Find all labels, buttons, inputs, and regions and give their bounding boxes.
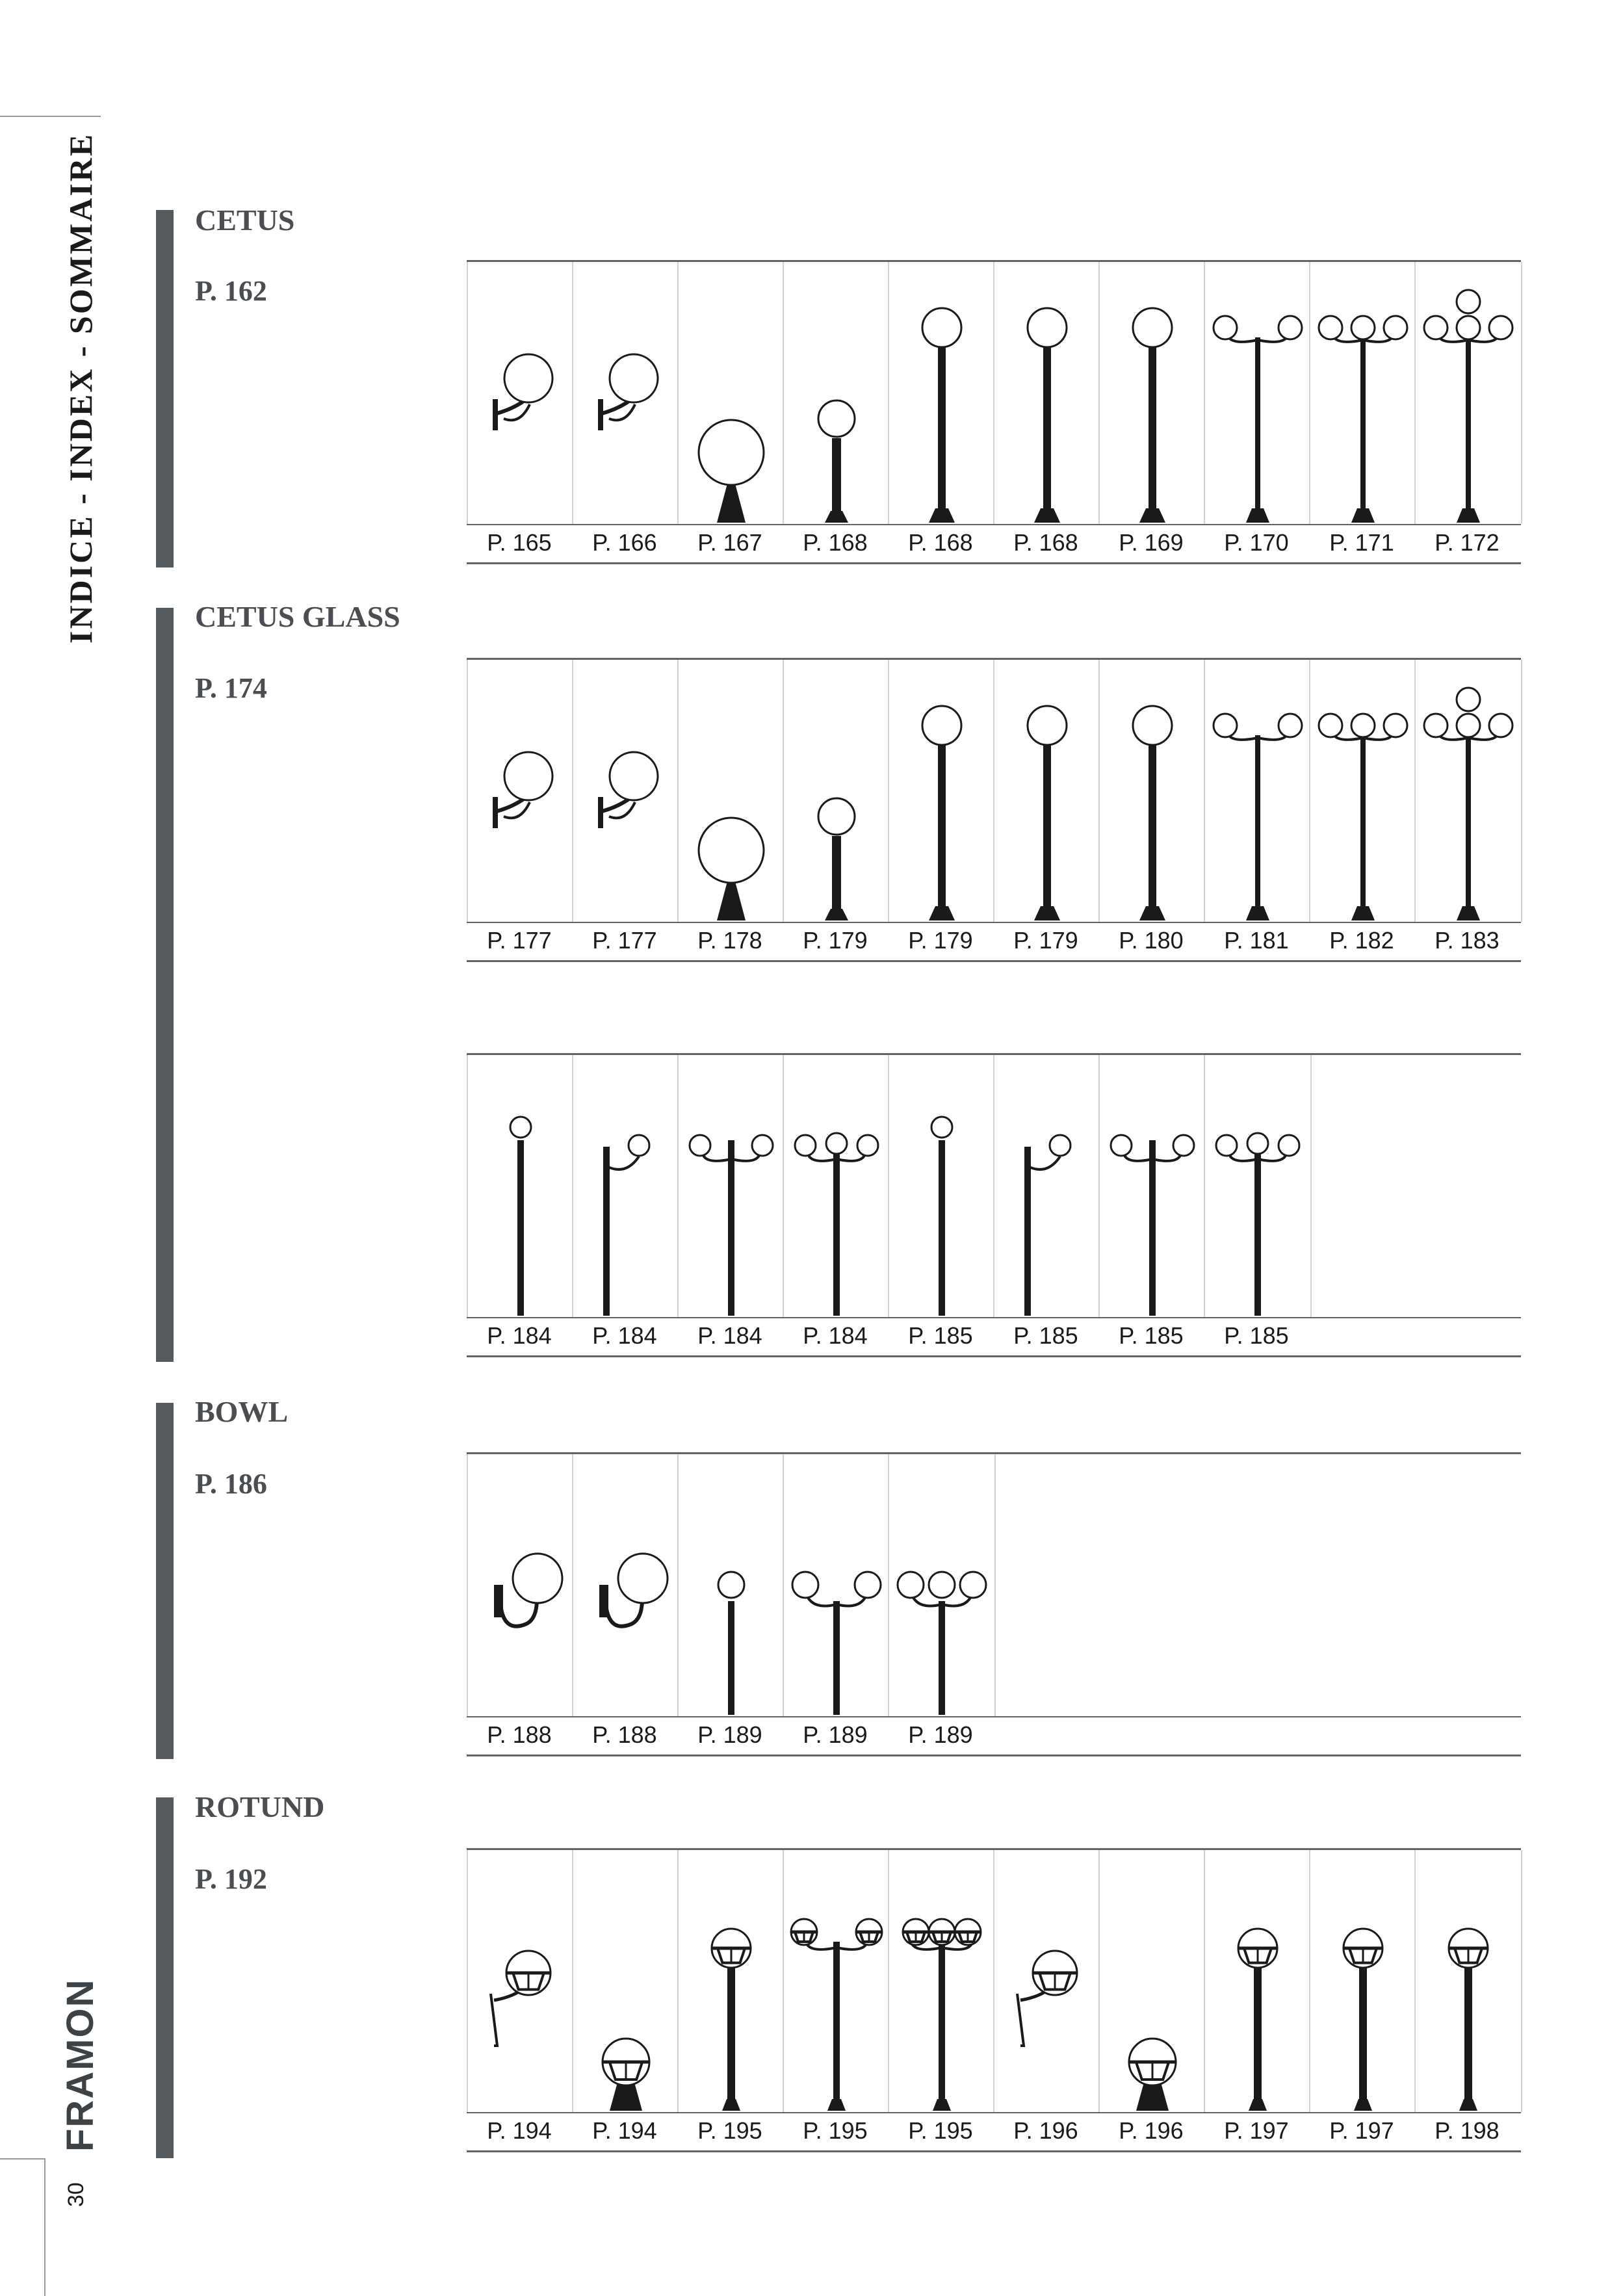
product-cell — [1098, 660, 1205, 922]
product-cell — [888, 1454, 996, 1716]
product-cell — [467, 1055, 573, 1317]
product-cell — [1204, 660, 1310, 922]
grid-bottom-line — [467, 960, 1521, 962]
product-cell — [1098, 1055, 1205, 1317]
product-cell — [1414, 660, 1522, 922]
wall-globe-lamp-icon — [468, 262, 573, 523]
product-cell — [783, 1055, 889, 1317]
three-globe-bowl-lamp-icon — [889, 1454, 994, 1715]
product-cell — [783, 660, 889, 922]
page-reference-label: P. 189 — [803, 1721, 868, 1748]
post-globe-lamp-icon — [1100, 660, 1205, 920]
section-bar-rotund — [156, 1797, 174, 2158]
page-reference-label: P. 168 — [803, 529, 868, 556]
product-cell — [888, 262, 994, 524]
section-bar-cetus — [156, 210, 174, 567]
product-cell — [888, 1055, 994, 1317]
post-cage-lamp-icon — [1205, 1850, 1310, 2111]
product-cell — [888, 660, 994, 922]
product-cell — [572, 1055, 679, 1317]
product-cell — [1309, 660, 1416, 922]
section-title: BOWL — [195, 1395, 289, 1428]
two-arm-globe-lamp-icon — [1205, 660, 1310, 920]
page-number-divider — [44, 2158, 45, 2296]
product-cell — [572, 262, 679, 524]
section-page: P. 174 — [195, 672, 267, 704]
product-cell — [467, 1850, 573, 2112]
product-cell — [677, 1454, 784, 1716]
grid-divider-line — [467, 2112, 1521, 2113]
page-reference-label: P. 167 — [697, 529, 762, 556]
slim-post-globe-icon — [889, 1055, 994, 1316]
page-reference-label: P. 194 — [487, 2117, 552, 2144]
page-number: 30 — [64, 2182, 88, 2207]
product-cell — [783, 1454, 889, 1716]
page-reference-label: P. 185 — [1224, 1322, 1289, 1349]
page-reference-label: P. 182 — [1329, 927, 1394, 954]
section-title: CETUS GLASS — [195, 600, 400, 633]
product-cell — [467, 262, 573, 524]
wall-bowl-lamp-icon — [573, 1454, 679, 1715]
section-title: CETUS — [195, 203, 295, 237]
pedestal-cage-lamp-icon — [573, 1850, 679, 2111]
page-reference-label: P. 184 — [697, 1322, 762, 1349]
page-reference-label: P. 195 — [908, 2117, 973, 2144]
slim-post-globe-icon — [468, 1055, 573, 1316]
page-reference-label: P. 189 — [697, 1721, 762, 1748]
product-cell — [1204, 1055, 1312, 1317]
page-reference-label: P. 165 — [487, 529, 552, 556]
product-cell — [1414, 1850, 1522, 2112]
product-cell — [572, 1454, 679, 1716]
grid-divider-line — [467, 1716, 1521, 1717]
four-globe-lamp-icon — [1416, 660, 1521, 920]
product-cell — [993, 1055, 1100, 1317]
page-reference-label: P. 185 — [1013, 1322, 1078, 1349]
page-reference-label: P. 196 — [1119, 2117, 1184, 2144]
section-page: P. 192 — [195, 1863, 267, 1895]
three-cage-lamp-icon — [889, 1850, 994, 2111]
grid-divider-line — [467, 524, 1521, 525]
product-grid-bowl — [467, 1452, 1521, 1760]
section-page: P. 186 — [195, 1468, 267, 1500]
grid-bottom-line — [467, 562, 1521, 564]
page-reference-label: P. 168 — [908, 529, 973, 556]
page-reference-label: P. 179 — [803, 927, 868, 954]
page-reference-label: P. 172 — [1435, 529, 1500, 556]
post-cage-lamp-icon — [679, 1850, 784, 2111]
wall-cage-lamp-icon — [994, 1850, 1100, 2111]
grid-bottom-line — [467, 1355, 1521, 1357]
post-globe-lamp-icon — [994, 262, 1100, 523]
side-title: INDICE - INDEX - SOMMAIRE — [62, 132, 99, 644]
product-grid-rotund — [467, 1848, 1521, 2156]
three-globe-lamp-icon — [1310, 660, 1416, 920]
page-reference-label: P. 195 — [803, 2117, 868, 2144]
page-reference-label: P. 195 — [697, 2117, 762, 2144]
page-reference-label: P. 197 — [1224, 2117, 1289, 2144]
wall-globe-lamp-icon — [573, 660, 679, 920]
post-cage-lamp-icon — [1310, 1850, 1416, 2111]
slim-post-side-arm-icon — [994, 1055, 1100, 1316]
wall-bowl-lamp-icon — [468, 1454, 573, 1715]
pedestal-cage-lamp-icon — [1100, 1850, 1205, 2111]
product-cell — [677, 262, 784, 524]
page-reference-label: P. 189 — [908, 1721, 973, 1748]
page-reference-label: P. 179 — [1013, 927, 1078, 954]
post-globe-lamp-icon — [889, 262, 994, 523]
page-reference-label: P. 184 — [487, 1322, 552, 1349]
product-cell — [572, 660, 679, 922]
product-cell — [1098, 262, 1205, 524]
page-reference-label: P. 178 — [697, 927, 762, 954]
product-cell — [1098, 1850, 1205, 2112]
grid-bottom-line — [467, 2150, 1521, 2152]
product-cell — [783, 1850, 889, 2112]
product-cell — [1309, 262, 1416, 524]
two-arm-cage-lamp-icon — [784, 1850, 889, 2111]
page-reference-label: P. 184 — [803, 1322, 868, 1349]
page-reference-label: P. 185 — [1119, 1322, 1184, 1349]
slim-post-three-globe-icon — [784, 1055, 889, 1316]
page-reference-label: P. 198 — [1435, 2117, 1500, 2144]
product-cell — [1204, 1850, 1310, 2112]
brand-logo: FRAMON — [59, 1978, 101, 2152]
product-cell — [993, 1850, 1100, 2112]
grid-divider-line — [467, 922, 1521, 923]
page-reference-label: P. 179 — [908, 927, 973, 954]
page-number-rule — [0, 2158, 45, 2159]
product-cell — [1204, 262, 1310, 524]
page-reference-label: P. 180 — [1119, 927, 1184, 954]
page-reference-label: P. 181 — [1224, 927, 1289, 954]
page-reference-label: P. 188 — [487, 1721, 552, 1748]
product-cell — [993, 262, 1100, 524]
page-reference-label: P. 184 — [592, 1322, 657, 1349]
product-grid-cetus — [467, 260, 1521, 567]
three-globe-lamp-icon — [1310, 262, 1416, 523]
post-globe-lamp-icon — [889, 660, 994, 920]
post-globe-lamp-icon — [1100, 262, 1205, 523]
product-cell — [467, 660, 573, 922]
two-arm-globe-lamp-icon — [1205, 262, 1310, 523]
slim-post-two-arm-icon — [1100, 1055, 1205, 1316]
section-bar-cetus-glass — [156, 608, 174, 1362]
product-cell — [783, 262, 889, 524]
wall-cage-lamp-icon — [468, 1850, 573, 2111]
wall-globe-lamp-icon — [573, 262, 679, 523]
pedestal-globe-lamp-icon — [679, 262, 784, 523]
product-cell — [1309, 1850, 1416, 2112]
slim-post-side-arm-icon — [573, 1055, 679, 1316]
product-cell — [677, 1055, 784, 1317]
page-reference-label: P. 188 — [592, 1721, 657, 1748]
page-reference-label: P. 183 — [1435, 927, 1500, 954]
product-cell — [677, 1850, 784, 2112]
wall-globe-lamp-icon — [468, 660, 573, 920]
grid-divider-line — [467, 1317, 1521, 1318]
page-reference-label: P. 196 — [1013, 2117, 1078, 2144]
page-reference-label: P. 197 — [1329, 2117, 1394, 2144]
four-globe-lamp-icon — [1416, 262, 1521, 523]
post-globe-lamp-icon — [994, 660, 1100, 920]
page-reference-label: P. 177 — [592, 927, 657, 954]
product-cell — [993, 660, 1100, 922]
page-reference-label: P. 170 — [1224, 529, 1289, 556]
grid-bottom-line — [467, 1755, 1521, 1756]
page-reference-label: P. 185 — [908, 1322, 973, 1349]
page-reference-label: P. 168 — [1013, 529, 1078, 556]
pedestal-globe-lamp-icon — [679, 660, 784, 920]
page-reference-label: P. 177 — [487, 927, 552, 954]
page-reference-label: P. 169 — [1119, 529, 1184, 556]
two-arm-bowl-lamp-icon — [784, 1454, 889, 1715]
product-cell — [888, 1850, 994, 2112]
post-cage-lamp-icon — [1416, 1850, 1521, 2111]
page-reference-label: P. 166 — [592, 529, 657, 556]
product-grid-cetus-glass — [467, 658, 1521, 965]
page-reference-label: P. 194 — [592, 2117, 657, 2144]
section-title: ROTUND — [195, 1790, 325, 1823]
product-cell — [467, 1454, 573, 1716]
product-grid-cetus-glass-posts — [467, 1053, 1521, 1361]
section-page: P. 162 — [195, 275, 267, 307]
post-bowl-lamp-icon — [679, 1454, 784, 1715]
product-cell — [1414, 262, 1522, 524]
section-bar-bowl — [156, 1403, 174, 1759]
slim-post-three-globe-icon — [1205, 1055, 1310, 1316]
short-post-globe-lamp-icon — [784, 262, 889, 523]
short-post-globe-lamp-icon — [784, 660, 889, 920]
page-reference-label: P. 171 — [1329, 529, 1394, 556]
top-left-rule — [0, 116, 101, 117]
slim-post-two-arm-icon — [679, 1055, 784, 1316]
product-cell — [572, 1850, 679, 2112]
product-cell — [677, 660, 784, 922]
